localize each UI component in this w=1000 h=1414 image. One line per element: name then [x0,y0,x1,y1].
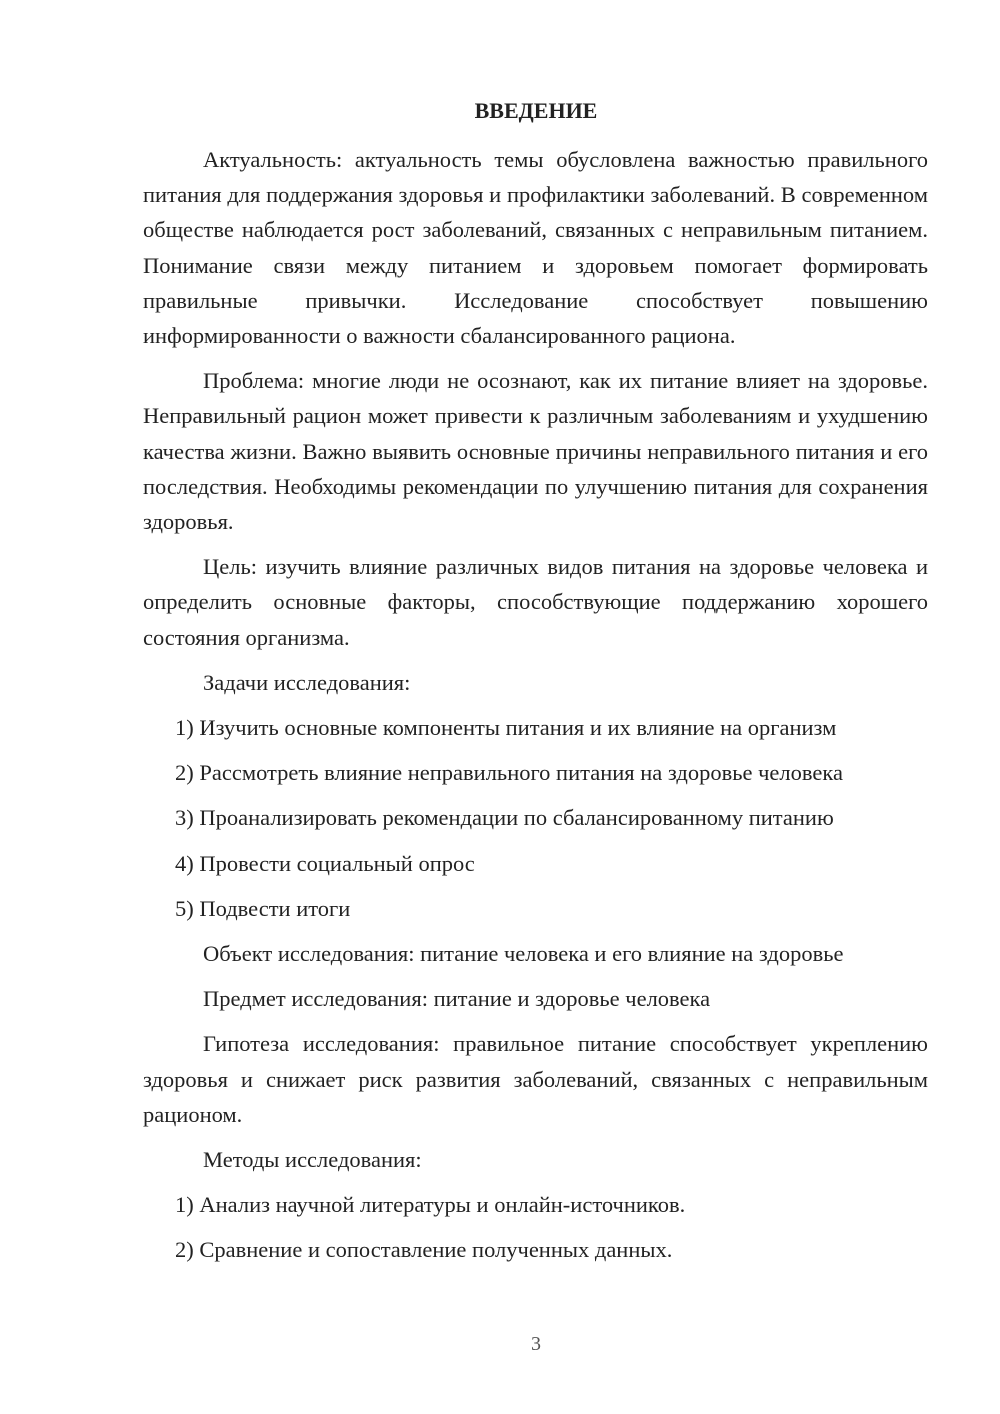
research-object: Объект исследования: питание человека и его влияние на здоровье [203,941,844,967]
page-number: 3 [531,1333,541,1355]
task-item: 1) Изучить основные компоненты питания и их влияние на организм [175,715,837,741]
goal-paragraph: Цель: изучить влияние различных видов питания на здоровье человека и определить основные факторы, способствующие поддержанию хорошего состояния организма. [143,554,928,650]
hypothesis-paragraph: Гипотеза исследования: правильное питание способствует укреплению здоровья и снижает риск развития заболеваний, связанных с неправильным рационом. [143,1031,928,1127]
relevance-paragraph: Актуальность: актуальность темы обусловлена важностью правильного питания для поддержания здоровья и профилактики заболеваний. В современном обществе наблюдается рост заболеваний, связанных с неправильным питанием. Понимание связи между питанием и здоровьем помогает формировать правильные привычки. Исследование способствует повышению информированности о важности сбалансированного рациона. [143,147,928,349]
methods-heading: Методы исследования: [203,1147,422,1173]
method-item: 2) Сравнение и сопоставление полученных данных. [175,1237,673,1263]
research-subject: Предмет исследования: питание и здоровье человека [203,986,711,1012]
task-item: 3) Проанализировать рекомендации по сбалансированному питанию [175,805,834,831]
method-item: 1) Анализ научной литературы и онлайн-источников. [175,1192,686,1218]
document-body [143,142,928,1278]
task-item: 2) Рассмотреть влияние неправильного питания на здоровье человека [175,760,843,786]
task-item: 5) Подвести итоги [175,895,351,921]
problem-paragraph: Проблема: многие люди не осознают, как их питание влияет на здоровье. Неправильный рацион может привести к различным заболеваниям и ухудшению качества жизни. Важно выявить основные причины неправильного питания и его последствия. Необходимы рекомендации по улучшению питания для сохранения здоровья. [143,368,928,535]
page-title: ВВЕДЕНИЕ [474,98,598,123]
task-item: 4) Провести социальный опрос [175,850,475,876]
tasks-heading: Задачи исследования: [203,669,411,695]
